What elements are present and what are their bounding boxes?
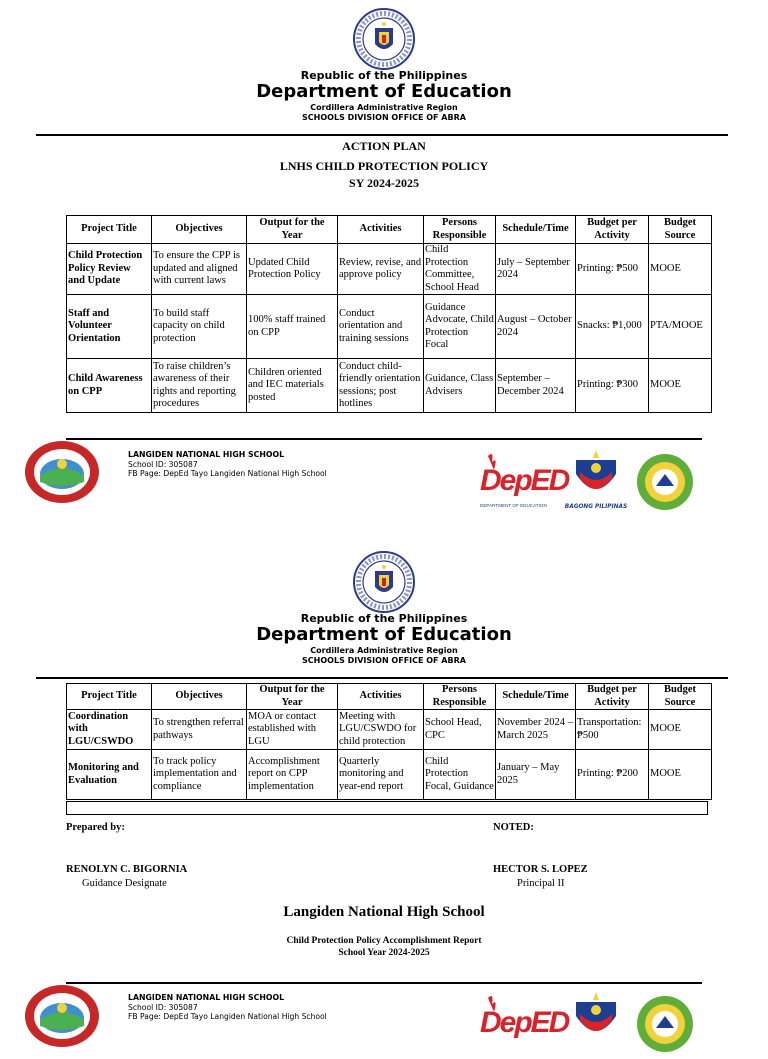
table-cell: School Head, CPC	[424, 710, 496, 750]
column-header: Activities	[338, 684, 424, 710]
table-cell: Updated Child Protection Policy	[247, 244, 338, 295]
table-cell: Child Awareness on CPP	[67, 359, 152, 413]
footer-school-info	[128, 993, 327, 1022]
table-cell: Conduct orientation and training sessions	[338, 295, 424, 359]
deped-seal	[353, 8, 415, 75]
department-title: Department of Education	[256, 624, 512, 645]
region-line: Cordillera Administrative Region	[310, 646, 458, 655]
footer-school-id: School ID: 305087	[128, 1002, 198, 1012]
table-cell: November 2024 – March 2025	[496, 710, 576, 750]
noted-label: NOTED:	[493, 822, 534, 833]
sdo-abra-seal	[636, 994, 694, 1024]
plan-title: ACTION PLAN	[342, 139, 426, 153]
table-cell: Staff and Volunteer Orientation	[67, 295, 152, 359]
bagong-pilipinas-logo	[566, 990, 626, 1024]
table-row	[67, 359, 712, 413]
deped-wordmark: DepED	[480, 1006, 569, 1039]
table-cell: Printing: ₱500	[576, 244, 649, 295]
table-cell: Accomplishment report on CPP implementation	[247, 750, 338, 800]
deped-seal	[353, 551, 415, 618]
column-header: Persons Responsible	[424, 684, 496, 710]
table-header-row	[67, 684, 712, 710]
table-cell: Child Protection Policy Review and Update	[67, 244, 152, 295]
column-header: Output for the Year	[247, 216, 338, 244]
deped-wordmark-letters: DepED	[480, 464, 569, 497]
table-cell: August – October 2024	[496, 295, 576, 359]
table-cell: Guidance, Class Advisers	[424, 359, 496, 413]
footer-fb-page: FB Page: DepEd Tayo Langiden National High School	[128, 469, 327, 479]
table-cell: MOOE	[649, 244, 712, 295]
table-cell: Review, revise, and approve policy	[338, 244, 424, 295]
table-cell: September – December 2024	[496, 359, 576, 413]
footer-school-name: LANGIDEN NATIONAL HIGH SCHOOL	[128, 450, 285, 459]
table-row	[67, 244, 712, 295]
table-cell: Guidance Advocate, Child Protection Focal	[424, 295, 496, 359]
table-row	[67, 710, 712, 750]
footer-divider	[66, 982, 702, 984]
department-title: Department of Education	[256, 81, 512, 102]
column-header: Persons Responsible	[424, 216, 496, 244]
noter-title: Principal II	[517, 878, 565, 889]
table-cell: Conduct child-friendly orientation sessions; post hotlines	[338, 359, 424, 413]
column-header: Objectives	[152, 684, 247, 710]
deped-logo	[478, 450, 569, 514]
report-school-year: School Year 2024-2025	[338, 948, 430, 958]
table-cell: 100% staff trained on CPP	[247, 295, 338, 359]
republic-line: Republic of the Philippines	[300, 69, 468, 82]
table-cell: MOOE	[649, 359, 712, 413]
table-cell: To ensure the CPP is updated and aligned with current laws	[152, 244, 247, 295]
footer-school-info	[128, 450, 327, 479]
table-cell: Children oriented and IEC materials posted	[247, 359, 338, 413]
table-row	[67, 750, 712, 800]
footer-school-id: School ID: 305087	[128, 459, 198, 469]
table-cell: January – May 2025	[496, 750, 576, 800]
school-logo	[24, 984, 100, 1024]
action-plan-table	[66, 215, 712, 413]
deped-wordmark	[480, 464, 568, 498]
header-divider	[36, 677, 728, 679]
column-header: Activities	[338, 216, 424, 244]
noter-name: HECTOR S. LOPEZ	[493, 864, 588, 875]
table-cell: Transportation: ₱500	[576, 710, 649, 750]
plan-subtitle: LNHS CHILD PROTECTION POLICY	[279, 159, 489, 173]
table-cell: Child Protection Focal, Guidance	[424, 750, 496, 800]
column-header: Project Title	[67, 216, 152, 244]
division-line: SCHOOLS DIVISION OFFICE OF ABRA	[302, 113, 466, 122]
table-cell: MOOE	[649, 750, 712, 800]
table-cell: Printing: ₱200	[576, 750, 649, 800]
empty-table-row	[66, 801, 708, 815]
school-logo	[24, 440, 100, 509]
table-cell: Child Protection Committee, School Head	[424, 244, 496, 295]
footer-school-name: LANGIDEN NATIONAL HIGH SCHOOL	[128, 993, 285, 1002]
column-header: Budget Source	[649, 216, 712, 244]
table-cell: To track policy implementation and compliance	[152, 750, 247, 800]
report-title: Child Protection Policy Accomplishment Report	[286, 936, 482, 946]
sdo-abra-seal	[636, 452, 694, 517]
table-cell: Quarterly monitoring and year-end report	[338, 750, 424, 800]
column-header: Schedule/Time	[496, 216, 576, 244]
footer-fb-page: FB Page: DepEd Tayo Langiden National High School	[128, 1012, 327, 1022]
table-cell: Snacks: ₱1,000	[576, 295, 649, 359]
table-row	[67, 295, 712, 359]
preparer-name: RENOLYN C. BIGORNIA	[66, 864, 188, 875]
republic-line: Republic of the Philippines	[300, 612, 468, 625]
table-cell: To strengthen referral pathways	[152, 710, 247, 750]
bagong-pilipinas-logo	[566, 448, 626, 516]
table-cell: To raise children’s awareness of their rights and reporting procedures	[152, 359, 247, 413]
table-cell: MOOE	[649, 710, 712, 750]
preparer-title: Guidance Designate	[82, 878, 167, 889]
prepared-by-label: Prepared by:	[66, 822, 125, 833]
table-cell: Printing: ₱300	[576, 359, 649, 413]
column-header: Objectives	[152, 216, 247, 244]
bagong-pilipinas-text: BAGONG PILIPINAS	[564, 504, 628, 510]
column-header: Project Title	[67, 684, 152, 710]
table-cell: MOA or contact established with LGU	[247, 710, 338, 750]
column-header: Output for the Year	[247, 684, 338, 710]
deped-logo	[478, 992, 569, 1039]
plan-school-year: SY 2024-2025	[349, 176, 419, 190]
table-cell: Meeting with LGU/CSWDO for child protection	[338, 710, 424, 750]
division-line: SCHOOLS DIVISION OFFICE OF ABRA	[302, 656, 466, 665]
action-plan-table-continued	[66, 683, 712, 800]
column-header: Budget Source	[649, 684, 712, 710]
region-line: Cordillera Administrative Region	[310, 103, 458, 112]
footer-divider	[66, 438, 702, 440]
header-divider	[36, 134, 728, 136]
table-cell: July – September 2024	[496, 244, 576, 295]
report-school-name: Langiden National High School	[283, 904, 485, 920]
column-header: Budget per Activity	[576, 684, 649, 710]
table-cell: Monitoring and Evaluation	[67, 750, 152, 800]
column-header: Budget per Activity	[576, 216, 649, 244]
table-cell: PTA/MOOE	[649, 295, 712, 359]
table-header-row	[67, 216, 712, 244]
table-cell: To build staff capacity on child protection	[152, 295, 247, 359]
column-header: Schedule/Time	[496, 684, 576, 710]
table-cell: Coordination with LGU/CSWDO	[67, 710, 152, 750]
deped-tagline: DEPARTMENT OF EDUCATION	[480, 503, 547, 508]
